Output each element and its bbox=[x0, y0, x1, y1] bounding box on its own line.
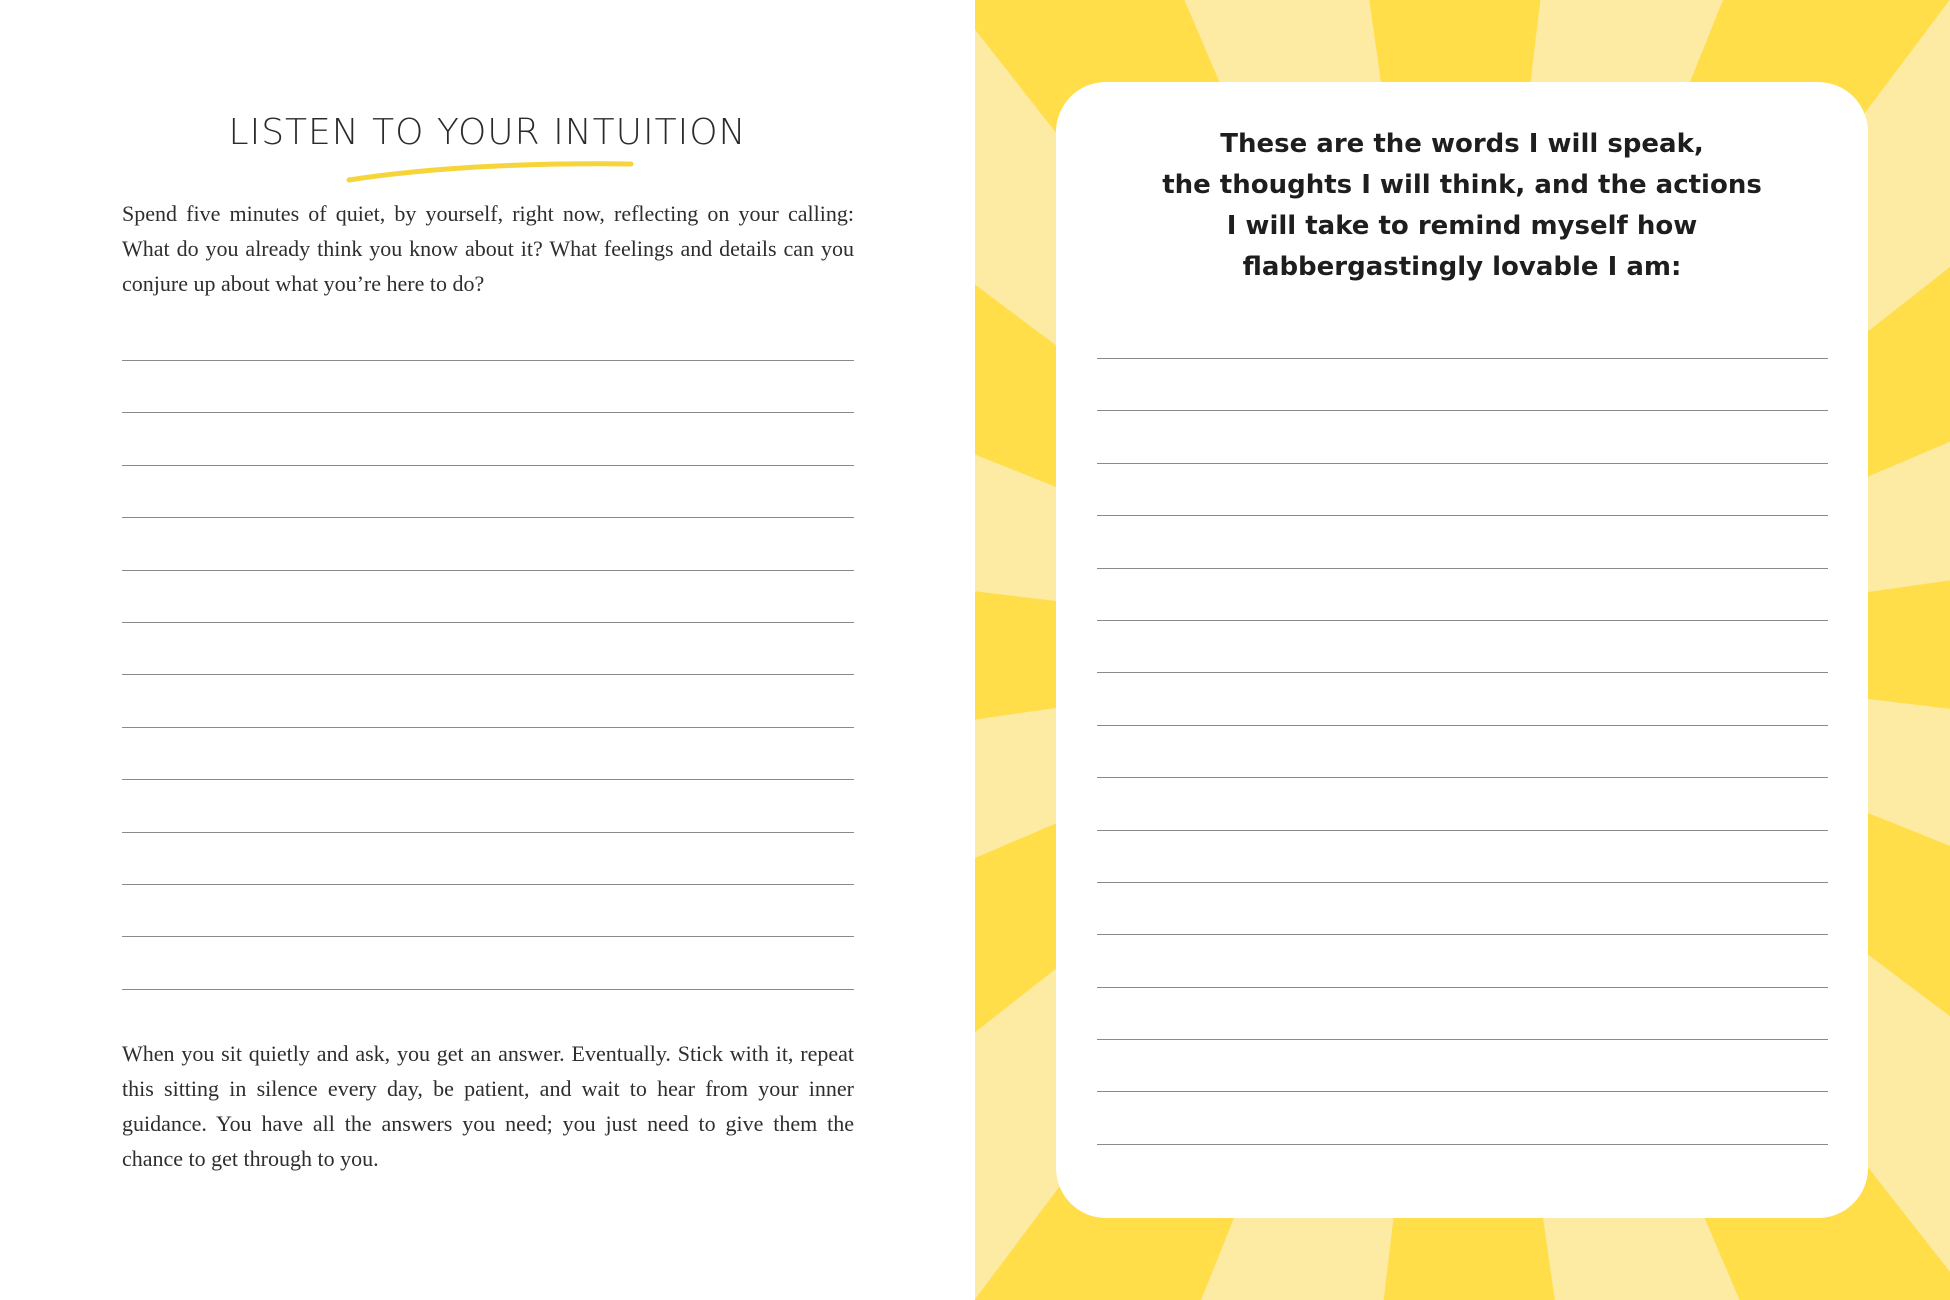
writing-line[interactable] bbox=[1097, 410, 1828, 411]
writing-line[interactable] bbox=[122, 360, 854, 361]
writing-line[interactable] bbox=[122, 465, 854, 466]
writing-line[interactable] bbox=[1097, 463, 1828, 464]
page-title: LISTEN TO YOUR INTUITION bbox=[228, 112, 747, 153]
writing-line[interactable] bbox=[1097, 568, 1828, 569]
writing-line[interactable] bbox=[122, 989, 854, 990]
title-wrap bbox=[0, 112, 975, 153]
writing-line[interactable] bbox=[1097, 1091, 1828, 1092]
card-heading-line: the thoughts I will think, and the actions bbox=[1162, 170, 1762, 200]
writing-line[interactable] bbox=[122, 832, 854, 833]
left-writing-lines bbox=[122, 360, 854, 1041]
writing-line[interactable] bbox=[1097, 934, 1828, 935]
writing-line[interactable] bbox=[1097, 672, 1828, 673]
card-heading-line: I will take to remind myself how bbox=[1226, 211, 1698, 241]
writing-line[interactable] bbox=[1097, 1039, 1828, 1040]
writing-line[interactable] bbox=[122, 779, 854, 780]
card-heading bbox=[1056, 124, 1868, 288]
writing-line[interactable] bbox=[1097, 725, 1828, 726]
intro-paragraph: Spend five minutes of quiet, by yourself, right now, reflecting on your calling: What do you already think you know about it? What feelings and details can you conjure up about what you’re here to do? bbox=[122, 201, 854, 296]
writing-line[interactable] bbox=[122, 727, 854, 728]
writing-line[interactable] bbox=[122, 674, 854, 675]
writing-line[interactable] bbox=[1097, 620, 1828, 621]
writing-line[interactable] bbox=[1097, 882, 1828, 883]
writing-line[interactable] bbox=[122, 570, 854, 571]
writing-line[interactable] bbox=[122, 412, 854, 413]
title-underline bbox=[345, 152, 635, 192]
writing-line[interactable] bbox=[122, 936, 854, 937]
right-page bbox=[975, 0, 1950, 1300]
prompt-card bbox=[1056, 82, 1868, 1218]
writing-line[interactable] bbox=[122, 884, 854, 885]
card-heading-line: These are the words I will speak, bbox=[1220, 129, 1704, 159]
writing-line[interactable] bbox=[1097, 358, 1828, 359]
writing-line[interactable] bbox=[1097, 987, 1828, 988]
card-heading-line: flabbergastingly lovable I am: bbox=[1242, 252, 1682, 282]
writing-line[interactable] bbox=[122, 622, 854, 623]
writing-line[interactable] bbox=[122, 517, 854, 518]
writing-line[interactable] bbox=[1097, 515, 1828, 516]
writing-line[interactable] bbox=[1097, 1144, 1828, 1145]
writing-line[interactable] bbox=[1097, 777, 1828, 778]
closing-paragraph: When you sit quietly and ask, you get an answer. Eventually. Stick with it, repeat this sitting in silence every day, be patient, and wait to hear from your inner guidance. You have all the answers you need; you just need to give them the chance to get through to you. bbox=[122, 1041, 854, 1171]
writing-line[interactable] bbox=[1097, 830, 1828, 831]
right-writing-lines bbox=[1097, 358, 1828, 1196]
